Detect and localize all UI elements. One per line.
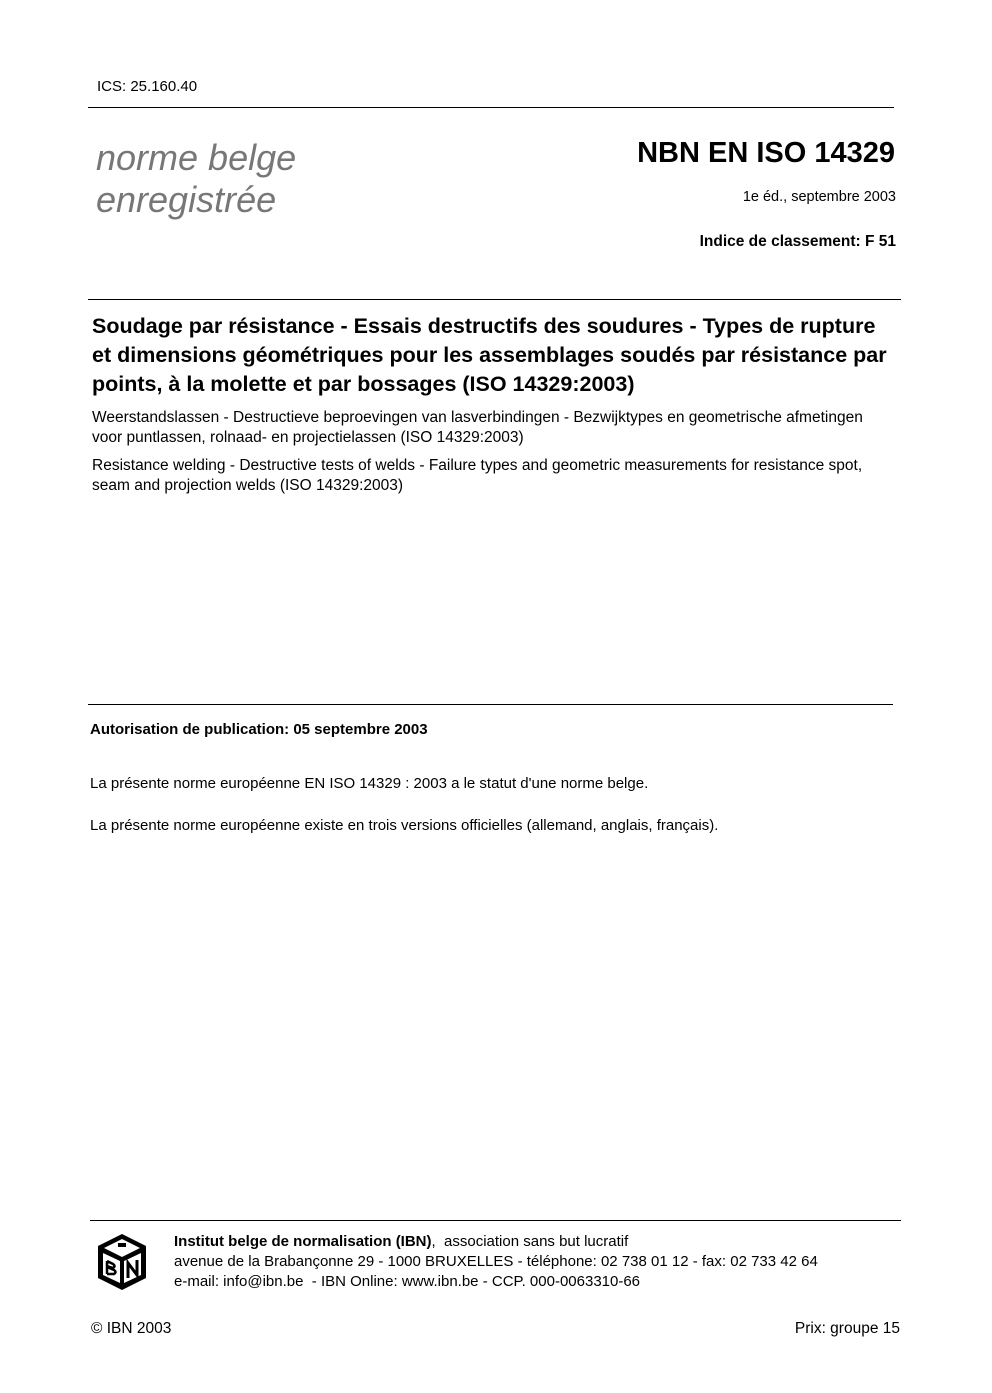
header-divider (88, 107, 894, 108)
title-dutch: Weerstandslassen - Destructieve beproevingen van lasverbindingen - Bezwijktypes en geometrische afmetingen voor puntlassen, rolnaad- en projectielassen (ISO 14329:2003) (92, 409, 863, 446)
institute-line (174, 1232, 818, 1252)
standard-id: NBN EN ISO 14329 (637, 137, 895, 169)
brand-line-1: norme belge (96, 137, 297, 178)
footer-divider (90, 1220, 901, 1221)
price-group: Prix: groupe 15 (794, 1320, 900, 1337)
brand-title (96, 137, 296, 221)
edition-date: 1e éd., septembre 2003 (742, 189, 896, 205)
title-english: Resistance welding - Destructive tests of welds - Failure types and geometric measurements for resistance spot, seam and projection welds (ISO 14329:2003) (92, 457, 863, 494)
title-french: Soudage par résistance - Essais destructifs des soudures - Types de rupture et dimensions géométriques pour les assemblages soudés par résistance par points, à la molette et par bossages (ISO 14329:2003) (92, 314, 887, 396)
title-divider (88, 299, 901, 300)
institute-suffix: , association sans but lucratif (431, 1233, 629, 1250)
ics-code: ICS: 25.160.40 (97, 78, 198, 95)
publication-divider (88, 704, 893, 705)
institute-name: Institut belge de normalisation (IBN) (174, 1233, 432, 1250)
institute-info (174, 1232, 818, 1292)
institute-address: avenue de la Brabançonne 29 - 1000 BRUXELLES - téléphone: 02 738 01 12 - fax: 02 733 42 64 (174, 1253, 818, 1270)
ibn-logo-icon (97, 1233, 147, 1291)
versions-paragraph: La présente norme européenne existe en trois versions officielles (allemand, anglais, français). (90, 817, 719, 834)
brand-line-2: enregistrée (96, 179, 277, 220)
institute-contact: e-mail: info@ibn.be - IBN Online: www.ibn.be - CCP. 000-0063310-66 (174, 1273, 641, 1290)
status-paragraph: La présente norme européenne EN ISO 14329 : 2003 a le statut d'une norme belge. (90, 775, 649, 792)
publication-authorization: Autorisation de publication: 05 septembre 2003 (90, 721, 428, 738)
copyright: © IBN 2003 (91, 1320, 172, 1337)
classification-index: Indice de classement: F 51 (699, 233, 896, 250)
